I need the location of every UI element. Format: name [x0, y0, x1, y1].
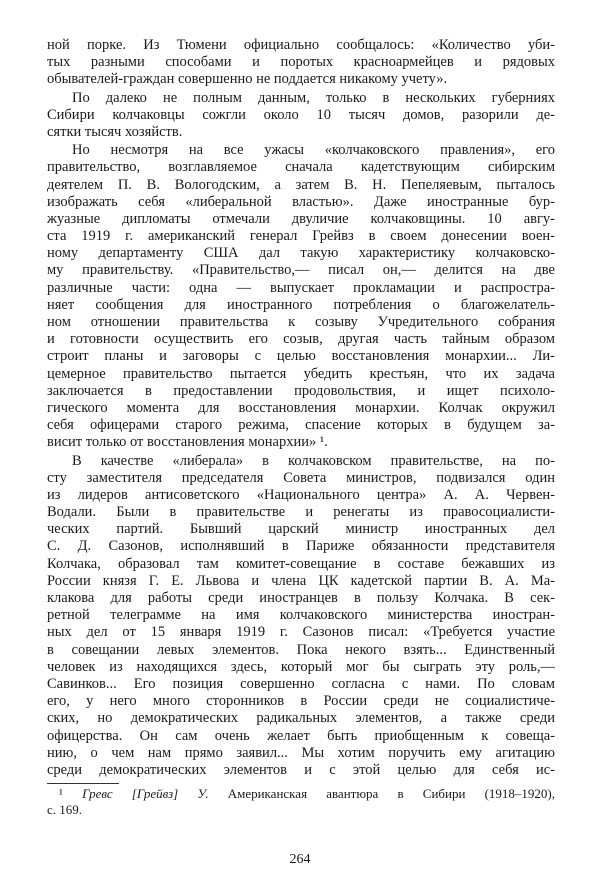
- page-number: 264: [289, 852, 311, 867]
- text-line: Колчака, образовал там комитет-совещание в составе бежавших из: [47, 555, 555, 572]
- text-line: человек из находящихся здесь, который мог бы сыграть эту роль,—: [47, 658, 555, 675]
- paragraph: [47, 37, 555, 89]
- text-line: С. Д. Сазонов, исполнявший в Париже обязанности представителя: [47, 538, 555, 555]
- text-line: среди демократических элементов и с этой целью для себя ис-: [47, 761, 555, 778]
- text-line: ста 1919 г. американский генерал Грейвз в своем донесении воен-: [47, 228, 555, 245]
- text-line: сятки тысяч хозяйств.: [47, 123, 183, 140]
- text-line: ских, но демократических радикальных элементов, а также среди: [47, 710, 555, 727]
- text-line: нию, о чем нам прямо заявил... Мы хотим поручить ему агитацию: [47, 744, 555, 761]
- text-line: цемерное правительство пытается убедить крестьян, что их задача: [47, 365, 555, 382]
- text-line: сту заместителя председателя Совета министров, подвизался один: [47, 469, 555, 486]
- text-line: деятелем П. В. Вологодским, а затем В. Н. Пепеляевым, пыталось: [47, 176, 555, 193]
- text-line: ческих партий. Бывший царский министр иностранных дел: [47, 521, 555, 538]
- text-line: ных дел от 15 января 1919 г. Сазонов писал: «Требуется участие: [47, 624, 555, 641]
- paragraph: [47, 453, 555, 780]
- footnote: [47, 786, 555, 818]
- paragraph: [47, 142, 555, 451]
- text-line: строит планы и заговоры с целью восстановления монархии... Ли-: [47, 348, 555, 365]
- text-line: жуазные дипломаты отмечали двуличие колчаковщины. 10 авгу-: [47, 210, 555, 227]
- text-line: в совещании левых элементов. Пока некого взять... Единственный: [47, 641, 555, 658]
- text-line: Водали. Были в правительстве и ренегаты из правосоциалисти-: [47, 504, 555, 521]
- footnote-divider: [47, 783, 119, 784]
- text-line: обывателей-граждан совершенно не поддается никакому учету».: [47, 71, 448, 88]
- text-line: ретной телеграмме на имя колчаковского министерства иностран-: [47, 607, 555, 624]
- text-line: России князя Г. Е. Львова и члена ЦК кадетской партии В. А. Ма-: [47, 572, 555, 589]
- text-line: Сибири колчаковцы сожгли около 10 тысяч домов, разорили де-: [47, 106, 555, 123]
- text-line: висит только от восстановления монархии» ¹.: [47, 434, 328, 451]
- text-line: офицерства. Он сам очень желает быть приобщенным к совеща-: [47, 727, 555, 744]
- footnote-line-1: [47, 786, 555, 802]
- text-line: тых разными способами и поротых красноармейцев и рядовых: [47, 54, 555, 71]
- body-text: [47, 37, 555, 779]
- text-line: гического момента для восстановления монархии. Колчак окружил: [47, 399, 555, 416]
- footnote-marker: ¹: [59, 786, 63, 801]
- text-line: Но несмотря на все ужасы «колчаковского правления», его: [72, 142, 555, 159]
- footnote-title: Американская авантюра в Сибири (1918–1920),: [227, 786, 555, 801]
- text-line: его, у него много сторонников в России среди не социалистиче-: [47, 693, 555, 710]
- footnote-author: Гревс [Грейвз] У.: [82, 786, 209, 801]
- text-line: В качестве «либерала» в колчаковском правительстве, на по-: [72, 452, 555, 469]
- text-line: себя офицерами старого режима, спасение которых в будущем за-: [47, 417, 555, 434]
- text-line: изображать себя «либеральной властью». Даже иностранные бур-: [47, 193, 555, 210]
- paragraph: [47, 90, 555, 142]
- text-line: правительство, возглавляемое сначала кадетствующим сибирским: [47, 159, 555, 176]
- text-line: няет сообщения для иностранного потребления о благожелатель-: [47, 296, 555, 313]
- text-line: По далеко не полным данным, только в нескольких губерниях: [72, 89, 555, 106]
- text-line: из лидеров антисоветского «Национального центра» А. А. Червен-: [47, 486, 555, 503]
- footnote-line-2: с. 169.: [47, 802, 83, 817]
- text-line: ному департаменту США дал такую характеристику колчаковско-: [47, 245, 555, 262]
- text-line: и готовности осуществить его созыв, другая часть тайным образом: [47, 331, 555, 348]
- text-line: ном отношении правительства к созыву Учредительного собрания: [47, 314, 555, 330]
- text-line: ной порке. Из Тюмени официально сообщалось: «Количество уби-: [47, 37, 555, 53]
- text-line: му правительству. «Правительство,— писал он,— делится на две: [47, 262, 555, 279]
- text-line: клакова для работы среди иностранцев в пользу Колчака. В сек-: [47, 590, 555, 606]
- text-line: различные части: одна — выпускает прокламации и распростра-: [47, 279, 555, 296]
- text-line: заключается в предоставлении продовольствия, и ищет психоло-: [47, 382, 555, 399]
- text-line: Савинков... Его позиция совершенно согласна с нами. По словам: [47, 675, 555, 692]
